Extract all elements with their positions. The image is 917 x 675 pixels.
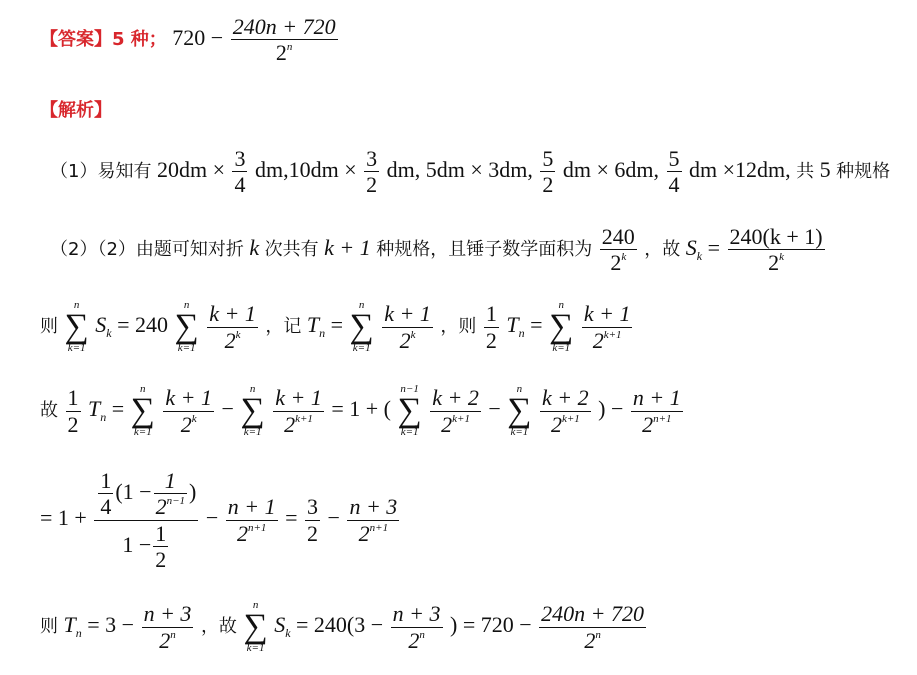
part1-t3: dm × 6dm, [562, 156, 660, 182]
line5-frac3: $\frac{n + 3}{2^{n+1}}$ [349, 494, 398, 546]
line3-sum2: n ∑ k=1 [174, 299, 199, 355]
part1-t2: dm, 5dm × 3dm, [386, 156, 533, 182]
part1-frac3: $\frac{5}{2}$ [542, 146, 554, 198]
part1-prefix: （1）易知有 [50, 160, 152, 182]
line3-frac2: $\frac{k + 1}{2^k}$ [384, 301, 431, 353]
line6-S: $S_k$ [274, 612, 291, 641]
line3-sum1: n ∑ k=1 [64, 299, 89, 355]
part1-suffix-b: 种规格 [836, 160, 891, 182]
line4-T: $T_n$ [88, 396, 107, 425]
line6-sum: n ∑ k=1 [243, 599, 268, 655]
line6-eq240: = 240(3 − [296, 612, 384, 638]
line4-minus2: − [488, 396, 501, 422]
line5 [40, 468, 401, 572]
part2-Sk-frac: $\frac{240(k + 1)}{2^k}$ [729, 224, 823, 276]
line6-T: $T_n$ [63, 612, 82, 641]
part2-S: $S_k$ [685, 234, 703, 263]
part1-frac2: $\frac{3}{2}$ [366, 146, 378, 198]
line3-S: $S_k$ [95, 312, 112, 341]
answer-fraction: $\frac{240n + 720}{2^n}$ [232, 14, 336, 66]
line3-frac1: $\frac{k + 1}{2^k}$ [209, 301, 256, 353]
line6-frac3: $\frac{240n + 720}{2^n}$ [541, 601, 645, 653]
part1-t4: dm ×12dm, [689, 156, 791, 182]
analysis-label-text: 【解析】 [40, 100, 112, 121]
line4-frac5: $\frac{n + 1}{2^{n+1}}$ [632, 385, 681, 437]
part2-line [50, 224, 827, 276]
part1-suffix-a: 共 [796, 160, 815, 182]
line3-frac3: $\frac{k + 1}{2^{k+1}}$ [583, 301, 631, 353]
line5-eq: = [285, 505, 298, 531]
analysis-label [40, 96, 112, 122]
line3-sum4: n ∑ k=1 [549, 299, 574, 355]
line3-half: $\frac{1}{2}$ [485, 301, 497, 353]
line3-ze2: ，则 [440, 316, 477, 338]
line4-frac4: $\frac{k + 2}{2^{k+1}}$ [542, 385, 589, 437]
line5-den-half: $\frac{1}{2}$ [155, 520, 167, 572]
line5-minus: − [205, 505, 219, 531]
part1-math: 20dm × [156, 156, 225, 182]
part2-mid: 次共有 [264, 238, 319, 260]
line4-eq: = [111, 396, 125, 422]
line6-ze: 则 [40, 616, 58, 638]
part1-frac1: $\frac{3}{4}$ [234, 146, 246, 198]
line3-eq240: = 240 [117, 312, 168, 338]
line3-T: $T_n$ [306, 312, 326, 341]
part2-so: ，故 [644, 238, 681, 260]
part1-line [50, 146, 890, 198]
line4-sum3: n−1 ∑ k=1 [397, 383, 422, 439]
line4-frac3: $\frac{k + 2}{2^{k+1}}$ [432, 385, 479, 437]
line4-sum4: n ∑ k=1 [507, 383, 532, 439]
line4-sum2: n ∑ k=1 [240, 383, 265, 439]
line5-frac2: $\frac{3}{2}$ [307, 494, 319, 546]
line4-close: ) − [598, 396, 624, 422]
line5-lead: = 1 + [40, 505, 87, 531]
line6-frac2: $\frac{n + 3}{2^n}$ [392, 601, 441, 653]
line4-half: $\frac{1}{2}$ [67, 385, 79, 437]
line3-sum3: n ∑ k=1 [349, 299, 374, 355]
part2-eq: = [707, 234, 721, 260]
line5-quarter: $\frac{1}{4}$ [100, 468, 112, 520]
line6-eq3: = 3 − [87, 612, 135, 638]
line3 [40, 300, 634, 354]
part1-frac4: $\frac{5}{4}$ [668, 146, 680, 198]
part2-prefix: （2）（2）由题可知对折 [50, 238, 244, 260]
line5-minus2: − [327, 505, 340, 531]
line6 [40, 600, 648, 654]
part1-t1: dm,10dm × [254, 156, 357, 182]
line5-frac1: $\frac{n + 1}{2^{n+1}}$ [227, 494, 276, 546]
part2-after: 种规格，且锤子数学面积为 [376, 238, 593, 260]
answer-line [40, 14, 340, 66]
part1-suffix-num: 5 [819, 156, 831, 182]
answer-lead: 720 − [172, 24, 224, 50]
line3-ze: 则 [40, 316, 58, 338]
line4-gu: 故 [40, 400, 58, 422]
line5-complex-frac: $\frac{1}{4}$ (1 − $\frac{1}{2^{n-1}}$ ) 1 − $\frac{1}{2}$ [94, 468, 198, 572]
line6-frac1: $\frac{n + 3}{2^n}$ [143, 601, 192, 653]
part2-area-frac: $\frac{240}{2^k}$ [601, 224, 635, 276]
line6-gu: ，故 [200, 616, 237, 638]
part2-k: k [249, 234, 260, 260]
line4-minus1: − [221, 396, 234, 422]
line3-eq: = [330, 312, 344, 338]
part2-kp1: k + 1 [324, 234, 371, 260]
line3-ji: ，记 [265, 316, 302, 338]
line3-T2: $T_n$ [506, 312, 525, 341]
line4-frac2: $\frac{k + 1}{2^{k+1}}$ [275, 385, 322, 437]
line5-inner-frac: $\frac{1}{2^{n-1}}$ [155, 468, 185, 520]
line4 [40, 384, 685, 438]
line3-eq2: = [530, 312, 543, 338]
line4-sum1: n ∑ k=1 [130, 383, 155, 439]
line6-close: ) = 720 − [450, 612, 532, 638]
line4-frac1: $\frac{k + 1}{2^k}$ [165, 385, 213, 437]
line4-eq1: = 1 + ( [331, 396, 391, 422]
answer-label: 【答案】5 种； [40, 28, 167, 50]
